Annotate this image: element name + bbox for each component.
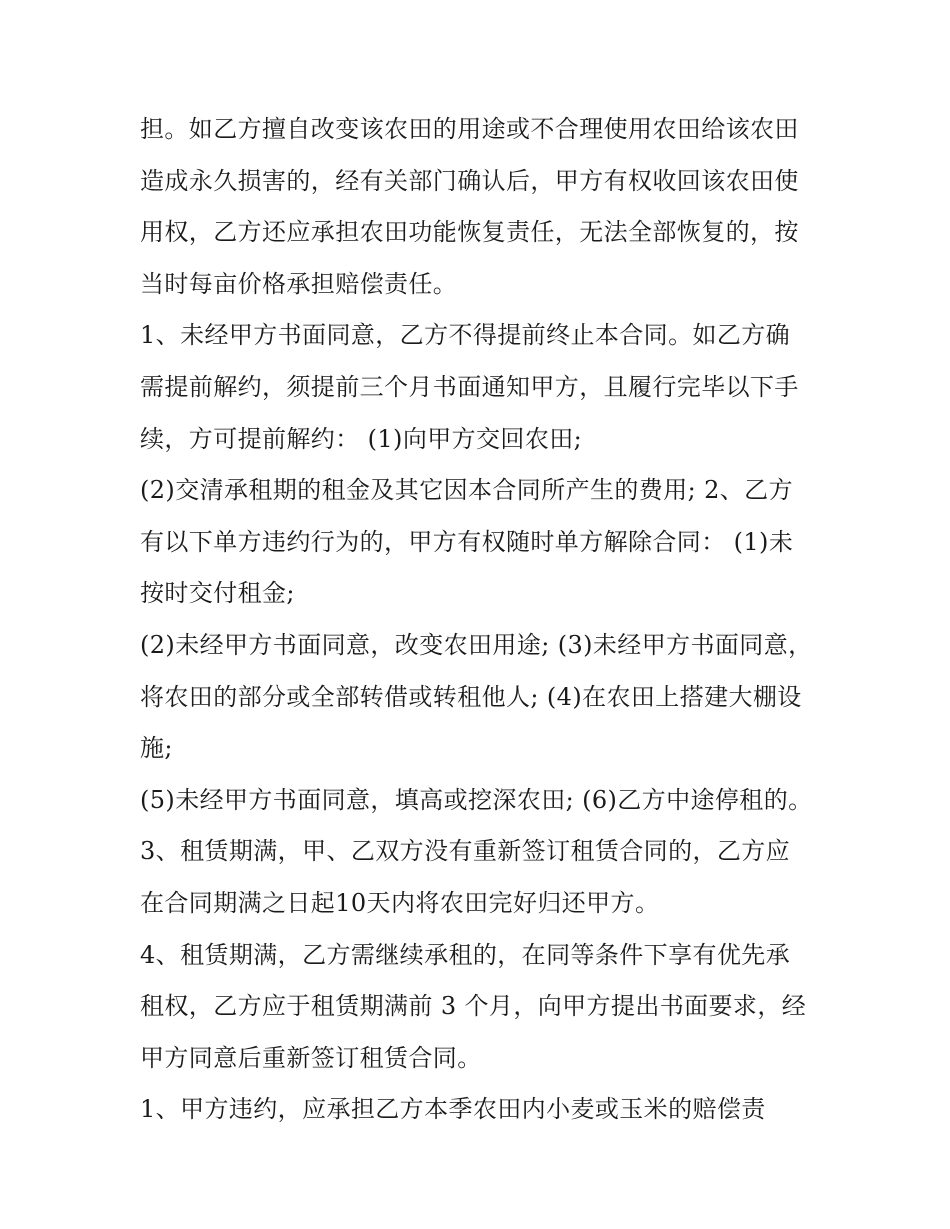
text-line: 用权，乙方还应承担农田功能恢复责任，无法全部恢复的，按 [140, 218, 799, 247]
paragraph-rent-settlement [140, 465, 840, 620]
text-line: 将农田的部分或全部转借或转租他人; (4)在农田上搭建大棚设 [140, 682, 802, 711]
text-line: 3、租赁期满，甲、乙双方没有重新签订租赁合同的，乙方应 [140, 837, 791, 866]
document-body [140, 104, 840, 1136]
paragraph-early-termination [140, 310, 840, 465]
text-line: (2)未经甲方书面同意，改变农田用途; (3)未经甲方书面同意， [140, 630, 813, 659]
text-line: 1、未经甲方书面同意，乙方不得提前终止本合同。如乙方确 [140, 321, 791, 350]
text-line: 4、租赁期满，乙方需继续承租的，在同等条件下享有优先承 [140, 940, 791, 969]
paragraph-lease-expiry [140, 826, 840, 929]
text-line: 按时交付租金; [140, 579, 295, 608]
text-line: (5)未经甲方书面同意，填高或挖深农田; (6)乙方中途停租的。 [140, 785, 813, 814]
text-line: 在合同期满之日起10天内将农田完好归还甲方。 [140, 888, 660, 917]
text-line: 需提前解约，须提前三个月书面通知甲方，且履行完毕以下手 [140, 372, 799, 401]
paragraph-party-a-breach [140, 1084, 840, 1136]
text-line: 1、甲方违约，应承担乙方本季农田内小麦或玉米的赔偿责 [140, 1095, 766, 1124]
paragraph-breach-items-continued [140, 775, 840, 827]
paragraph-lease-renewal [140, 930, 840, 1085]
text-line: 续，方可提前解约： (1)向甲方交回农田; [140, 424, 583, 453]
text-line: 有以下单方违约行为的，甲方有权随时单方解除合同： (1)未 [140, 527, 794, 556]
text-line: (2)交清承租期的租金及其它因本合同所产生的费用; 2、乙方 [140, 476, 793, 505]
paragraph-breach-items [140, 620, 840, 775]
text-line: 施; [140, 734, 173, 763]
text-line: 当时每亩价格承担赔偿责任。 [140, 269, 458, 298]
text-line: 租权，乙方应于租赁期满前 3 个月，向甲方提出书面要求，经 [140, 992, 807, 1021]
text-line: 造成永久损害的，经有关部门确认后，甲方有权收回该农田使 [140, 166, 799, 195]
text-line: 担。如乙方擅自改变该农田的用途或不合理使用农田给该农田 [140, 115, 799, 143]
paragraph-liability [140, 104, 840, 310]
text-line: 甲方同意后重新签订租赁合同。 [140, 1043, 482, 1072]
